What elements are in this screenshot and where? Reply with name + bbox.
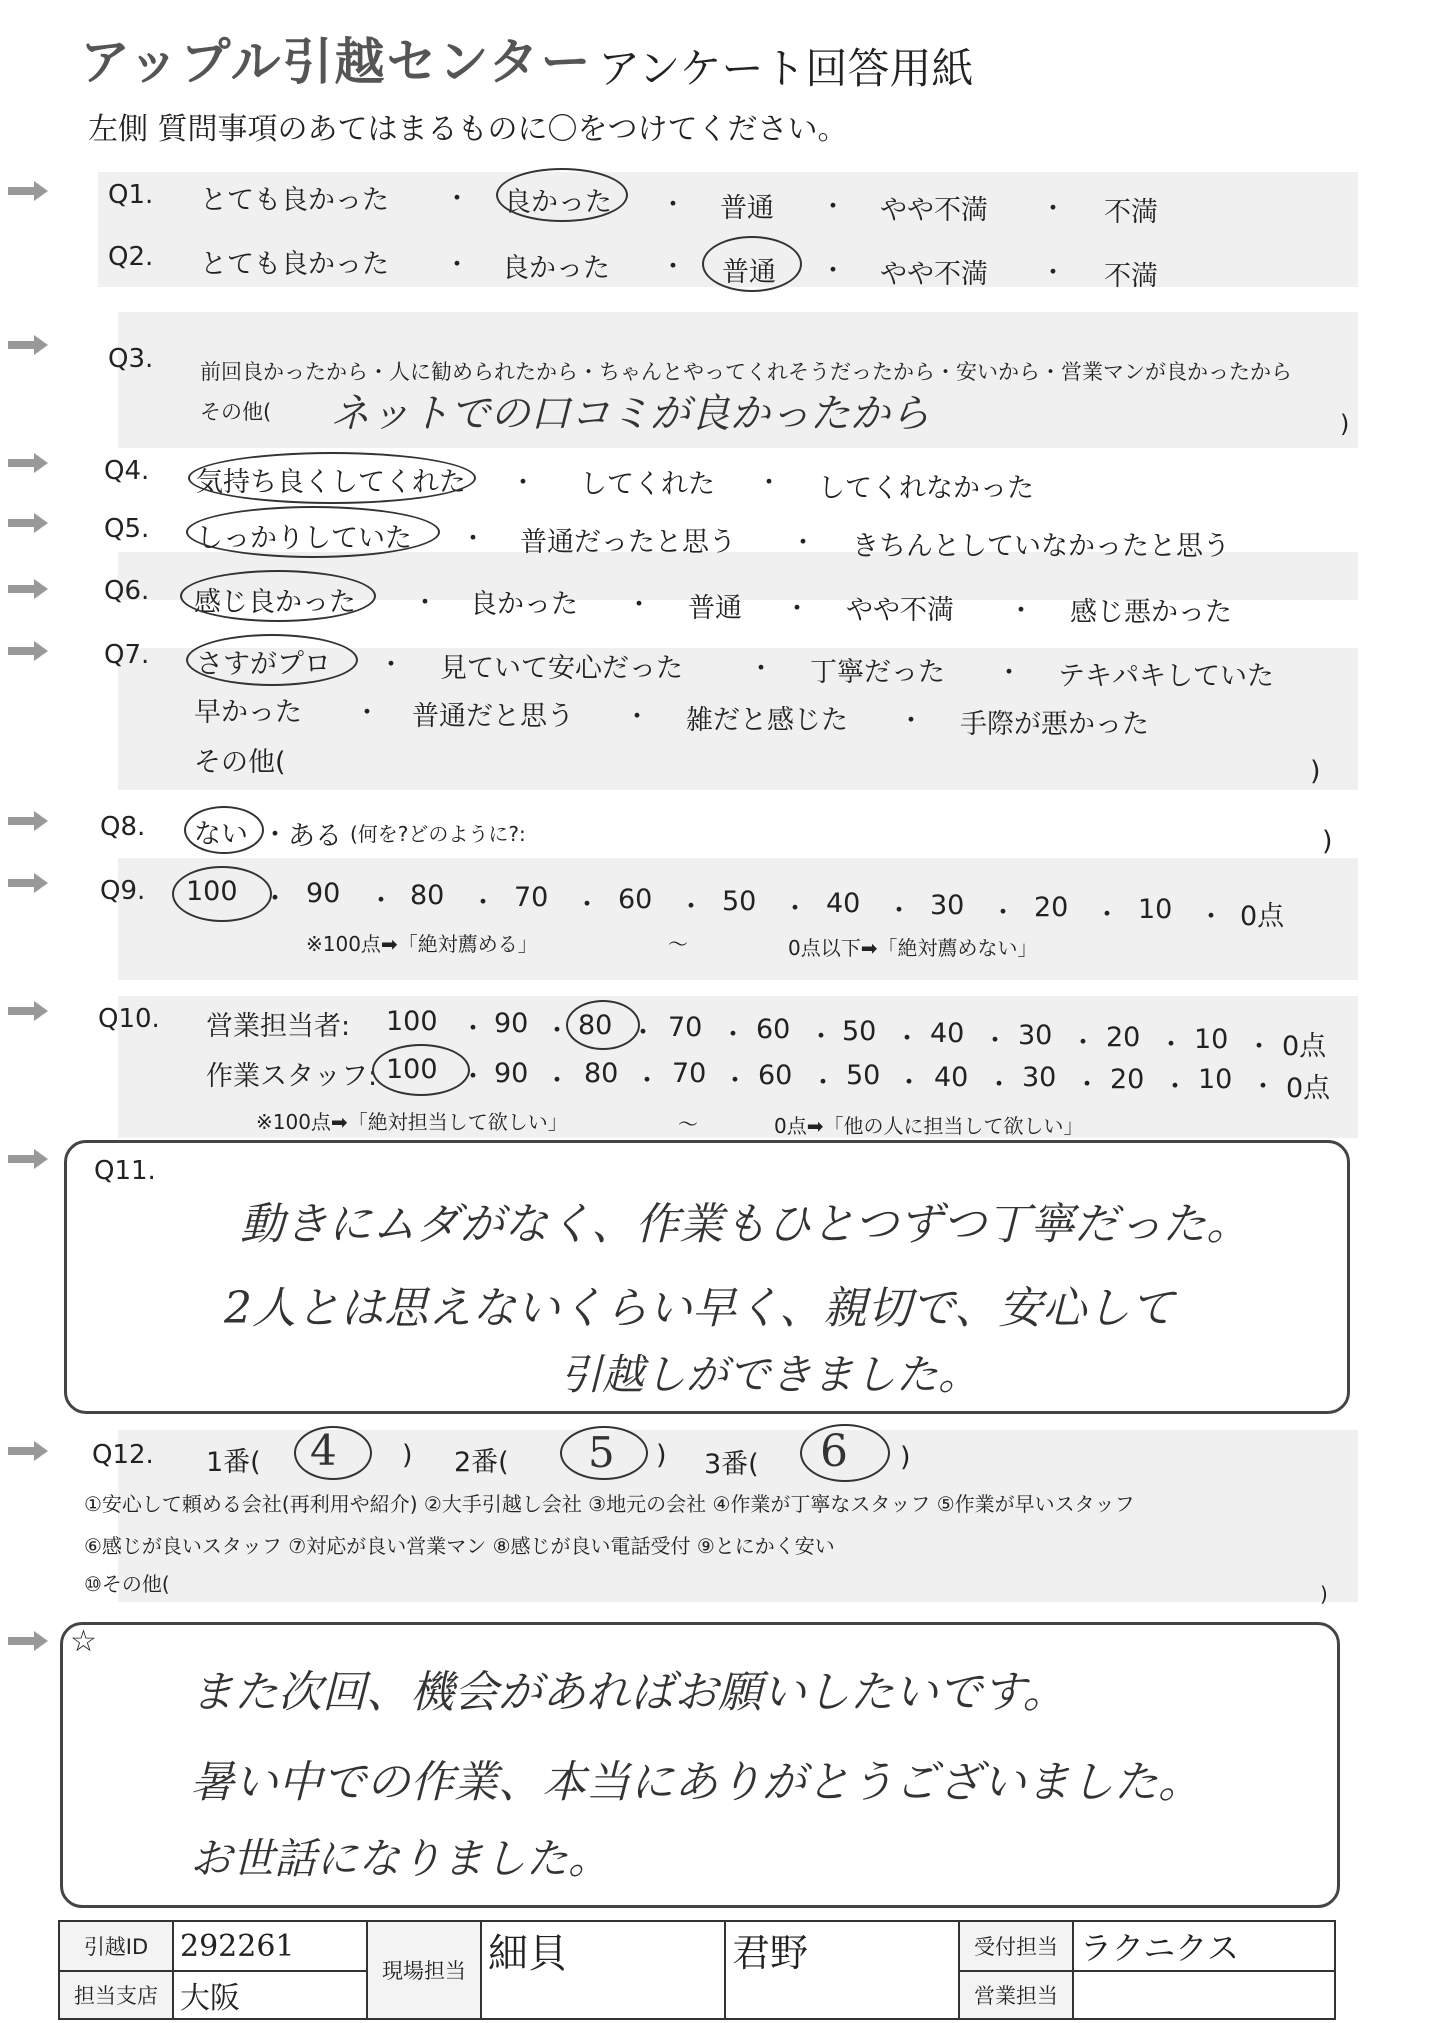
q1-option[interactable]: 不満 [1104, 197, 1158, 228]
separator-dot: ・ [1250, 1072, 1277, 1102]
q9-score-selected[interactable]: 100 [186, 876, 238, 907]
separator-dot: ・ [1158, 1030, 1185, 1060]
separator-dot: ・ [678, 892, 705, 922]
separator-dot: ・ [898, 706, 925, 736]
sales-staff-label: 営業担当 [959, 1971, 1073, 2019]
q12-second-value[interactable]: 5 [588, 1428, 615, 1477]
separator-dot: ・ [1198, 902, 1225, 932]
separator-dot: ・ [1040, 258, 1067, 288]
separator-dot: ・ [544, 1016, 571, 1046]
separator-dot: ・ [722, 1066, 749, 1096]
q8-label: Q8. [100, 812, 146, 842]
arrow-icon [8, 180, 48, 202]
q9-score[interactable]: 70 [514, 882, 549, 913]
q9-note-high: ※100点➡「絶対薦める」 [306, 932, 538, 956]
separator-dot: ・ [1040, 194, 1067, 224]
q9-note-tilde: ～ [668, 932, 688, 956]
separator-dot: ・ [368, 886, 395, 916]
q3-handwritten-answer[interactable]: ネットでの口コミが良かったから [330, 391, 930, 437]
q11-answer-line: 動きにムダがなく、作業もひとつずつ丁寧だった。 [240, 1199, 1251, 1250]
q10-sales-score[interactable]: 40 [930, 1018, 965, 1049]
q9-score[interactable]: 50 [722, 886, 757, 917]
q10-sales-score[interactable]: 100 [386, 1006, 438, 1037]
q10-staff-score[interactable]: 70 [672, 1058, 707, 1089]
q1-label: Q1. [108, 180, 154, 210]
q12-first-label: 1番( [206, 1447, 261, 1478]
separator-dot: ・ [784, 594, 811, 624]
q2-option[interactable]: 不満 [1104, 261, 1158, 292]
q7-option-selected[interactable]: さすがプロ [196, 649, 331, 680]
q7-option[interactable]: 丁寧だった [810, 657, 945, 688]
site-staff-value-2[interactable]: 君野 [725, 1921, 959, 2019]
q11-label: Q11. [94, 1156, 156, 1186]
separator-dot: ・ [1094, 900, 1121, 930]
sales-staff-value[interactable] [1073, 1971, 1335, 2019]
q10-label: Q10. [98, 1004, 160, 1034]
q12-choices-row: ①安心して頼める会社(再利用や紹介) ②大手引越し会社 ③地元の会社 ④作業が丁寧なスタッフ ⑤作業が早いスタッフ [84, 1492, 1135, 1516]
separator-dot: ・ [886, 896, 913, 926]
form-title: アンケート回答用紙 [598, 44, 974, 93]
separator-dot: ・ [510, 468, 537, 498]
q10-staff-score[interactable]: 50 [846, 1060, 881, 1091]
site-staff-label: 現場担当 [367, 1921, 481, 2019]
q7-option[interactable]: 手際が悪かった [960, 709, 1149, 740]
selection-circle [188, 452, 476, 504]
q10-sales-score[interactable]: 70 [668, 1012, 703, 1043]
separator-dot: ・ [624, 702, 651, 732]
separator-dot: ・ [894, 1024, 921, 1054]
q4-option[interactable]: してくれた [580, 469, 715, 500]
star-icon: ☆ [70, 1624, 97, 1659]
arrow-icon [8, 1000, 48, 1022]
q2-option[interactable]: とても良かった [200, 249, 389, 280]
q7-option[interactable]: 早かった [194, 697, 302, 728]
q12-first-value[interactable]: 4 [310, 1426, 337, 1475]
separator-dot: ・ [996, 658, 1023, 688]
arrow-icon [8, 512, 48, 534]
q10-sales-score[interactable]: 50 [842, 1016, 877, 1047]
separator-dot: ・ [810, 1068, 837, 1098]
site-staff-value-1[interactable]: 細貝 [481, 1921, 725, 2019]
q7-label: Q7. [104, 640, 150, 670]
q8-hint: (何を?どのように?: [350, 822, 526, 846]
q11-answer-line: 引越しができました。 [560, 1350, 981, 1399]
q12-second-label: 2番( [454, 1447, 509, 1478]
q9-score[interactable]: 40 [826, 888, 861, 919]
q10-staff-score[interactable]: 20 [1110, 1064, 1145, 1095]
separator-dot: ・ [412, 588, 439, 618]
q3-other-label: その他( [200, 400, 272, 424]
arrow-icon [8, 1440, 48, 1462]
q9-score[interactable]: 90 [306, 878, 341, 909]
selection-circle [496, 168, 628, 222]
arrow-icon [8, 810, 48, 832]
instruction-text: 左側 質問事項のあてはまるものに〇をつけてください。 [88, 112, 848, 147]
q1-option[interactable]: とても良かった [200, 185, 389, 216]
q10-sales-score[interactable]: 60 [756, 1014, 791, 1045]
separator-dot: ・ [782, 894, 809, 924]
selection-circle [172, 866, 272, 922]
q7-option[interactable]: 普通だと思う [412, 701, 574, 732]
separator-dot: ・ [986, 1070, 1013, 1100]
separator-dot: ・ [982, 1026, 1009, 1056]
q12-choices-close: ) [1320, 1582, 1328, 1606]
separator-dot: ・ [660, 252, 687, 282]
q10-sales-score[interactable]: 10 [1194, 1024, 1229, 1055]
q9-score[interactable]: 0点 [1240, 901, 1285, 932]
comment-line: お世話になりました。 [190, 1834, 611, 1883]
q3-options: 前回良かったから・人に勧められたから・ちゃんとやってくれそうだったから・安いから・営業マンが良かったから [200, 360, 1292, 384]
q10-staff-score[interactable]: 0点 [1286, 1073, 1331, 1104]
selection-circle [800, 1424, 890, 1482]
arrow-icon [8, 334, 48, 356]
separator-dot: ・ [574, 890, 601, 920]
q2-option[interactable]: 良かった [502, 253, 610, 284]
separator-dot: ・ [1008, 596, 1035, 626]
q10-staff-score-selected[interactable]: 100 [386, 1054, 438, 1085]
separator-dot: ・ [354, 698, 381, 728]
selection-circle [186, 634, 358, 686]
separator-dot: ・ [378, 650, 405, 680]
arrow-icon [8, 872, 48, 894]
q6-option[interactable]: 感じ悪かった [1070, 597, 1232, 628]
q12-third-value[interactable]: 6 [820, 1426, 848, 1477]
q12-close: ) [402, 1440, 413, 1471]
q10-staff-label: 作業スタッフ: [206, 1061, 378, 1092]
arrow-icon [8, 578, 48, 600]
q12-choices-row: ⑩その他( [84, 1572, 170, 1596]
q6-option-selected[interactable]: 感じ良かった [194, 587, 356, 618]
selection-circle [702, 236, 802, 292]
move-id-label: 引越ID [59, 1921, 173, 1971]
q4-option-selected[interactable]: 気持ち良くしてくれた [196, 467, 466, 498]
separator-dot: ・ [544, 1066, 571, 1096]
q8-close: ) [1322, 826, 1333, 857]
q10-sales-score[interactable]: 20 [1106, 1022, 1141, 1053]
separator-dot: ・ [1074, 1070, 1101, 1100]
separator-dot: ・ [444, 184, 471, 214]
selection-circle [566, 1000, 640, 1050]
separator-dot: ・ [720, 1020, 747, 1050]
separator-dot: ・ [460, 524, 487, 554]
q10-sales-score-selected[interactable]: 80 [578, 1010, 613, 1041]
separator-dot: ・ [896, 1068, 923, 1098]
q6-option[interactable]: 普通 [688, 593, 742, 624]
q2-label: Q2. [108, 242, 154, 272]
q8-option[interactable]: ある [288, 821, 342, 852]
separator-dot: ・ [634, 1066, 661, 1096]
separator-dot: ・ [990, 898, 1017, 928]
separator-dot: ・ [820, 256, 847, 286]
q3-other-close: ) [1340, 410, 1350, 438]
q8-option-selected[interactable]: ない [194, 819, 248, 850]
separator-dot: ・ [626, 590, 653, 620]
q7-option[interactable]: テキパキしていた [1058, 661, 1274, 692]
q9-score[interactable]: 10 [1138, 894, 1173, 925]
q2-option[interactable]: やや不満 [880, 259, 988, 290]
branch-label: 担当支店 [59, 1971, 173, 2019]
q1-option-selected[interactable]: 良かった [504, 187, 612, 218]
q10-staff-score[interactable]: 80 [584, 1058, 619, 1089]
q5-option[interactable]: 普通だったと思う [520, 527, 736, 558]
selection-circle [184, 806, 264, 854]
separator-dot: ・ [1070, 1028, 1097, 1058]
q12-close: ) [656, 1440, 667, 1471]
q7-other-label: その他( [194, 747, 286, 778]
q9-score[interactable]: 60 [618, 884, 653, 915]
q7-option[interactable]: 見ていて安心だった [440, 653, 683, 684]
q10-note-high: ※100点➡「絶対担当して欲しい」 [256, 1110, 568, 1134]
selection-circle [186, 506, 440, 558]
separator-dot: ・ [1162, 1072, 1189, 1102]
move-id-value[interactable]: 292261 [173, 1921, 367, 1971]
branch-value[interactable]: 大阪 [173, 1971, 367, 2019]
q12-third-label: 3番( [704, 1449, 759, 1480]
q10-staff-score[interactable]: 30 [1022, 1062, 1057, 1093]
q2-option-selected[interactable]: 普通 [722, 257, 776, 288]
q10-staff-score[interactable]: 90 [494, 1058, 529, 1089]
footer-table [58, 1920, 1336, 2020]
q10-staff-score[interactable]: 60 [758, 1060, 793, 1091]
selection-circle [294, 1426, 372, 1480]
separator-dot: ・ [444, 250, 471, 280]
q10-sales-score[interactable]: 90 [494, 1008, 529, 1039]
q11-answer-line: 2人とは思えないくらい早く、親切で、安心して [224, 1283, 1175, 1334]
selection-circle [372, 1044, 470, 1096]
arrow-icon [8, 452, 48, 474]
comment-line: 暑い中での作業、本当にありがとうございました。 [190, 1757, 1202, 1808]
q9-label: Q9. [100, 876, 146, 906]
separator-dot: ・ [748, 654, 775, 684]
q4-option[interactable]: してくれなかった [818, 473, 1034, 504]
separator-dot: ・ [790, 528, 817, 558]
selection-circle [180, 570, 376, 622]
q10-staff-score[interactable]: 10 [1198, 1064, 1233, 1095]
q12-label: Q12. [92, 1440, 154, 1470]
separator-dot: ・ [1246, 1032, 1273, 1062]
separator-dot: ・ [460, 1014, 487, 1044]
q9-score[interactable]: 20 [1034, 892, 1069, 923]
q10-sales-score[interactable]: 30 [1018, 1020, 1053, 1051]
comment-line: また次回、機会があればお願いしたいです。 [190, 1667, 1067, 1718]
separator-dot: ・ [460, 1062, 487, 1092]
reception-value[interactable]: ラクニクス [1073, 1921, 1335, 1971]
q12-choices-row: ⑥感じが良いスタッフ ⑦対応が良い営業マン ⑧感じが良い電話受付 ⑨とにかく安い [84, 1534, 835, 1558]
separator-dot: ・ [262, 820, 289, 850]
separator-dot: ・ [756, 468, 783, 498]
reception-label: 受付担当 [959, 1921, 1073, 1971]
arrow-icon [8, 640, 48, 662]
arrow-icon [8, 1148, 48, 1170]
q1-option[interactable]: 普通 [720, 193, 774, 224]
q7-option[interactable]: 雑だと感じた [686, 705, 848, 736]
company-title: アップル引越センター [80, 33, 593, 91]
q10-sales-label: 営業担当者: [206, 1011, 351, 1042]
q10-note-tilde: ～ [678, 1112, 698, 1136]
q9-score[interactable]: 30 [930, 890, 965, 921]
q3-label: Q3. [108, 344, 154, 374]
q5-option-selected[interactable]: しっかりしていた [196, 523, 412, 554]
q9-note-low: 0点以下➡「絶対薦めない」 [788, 936, 1038, 960]
separator-dot: ・ [262, 884, 289, 914]
q4-label: Q4. [104, 456, 150, 486]
q10-note-low: 0点➡「他の人に担当して欲しい」 [774, 1114, 1084, 1138]
q12-close: ) [900, 1442, 911, 1473]
q6-option[interactable]: 良かった [470, 589, 578, 620]
q10-staff-score[interactable]: 40 [934, 1062, 969, 1093]
separator-dot: ・ [808, 1022, 835, 1052]
q5-label: Q5. [104, 514, 150, 544]
selection-circle [560, 1426, 648, 1480]
separator-dot: ・ [470, 888, 497, 918]
separator-dot: ・ [820, 192, 847, 222]
arrow-icon [8, 1630, 48, 1652]
separator-dot: ・ [660, 190, 687, 220]
q10-sales-score[interactable]: 0点 [1282, 1031, 1327, 1062]
q1-option[interactable]: やや不満 [880, 195, 988, 226]
q7-other-close: ) [1310, 756, 1321, 787]
q6-option[interactable]: やや不満 [846, 595, 954, 626]
separator-dot: ・ [630, 1018, 657, 1048]
q5-option[interactable]: きちんとしていなかったと思う [852, 531, 1230, 562]
q6-label: Q6. [104, 576, 150, 606]
q9-score[interactable]: 80 [410, 880, 445, 911]
